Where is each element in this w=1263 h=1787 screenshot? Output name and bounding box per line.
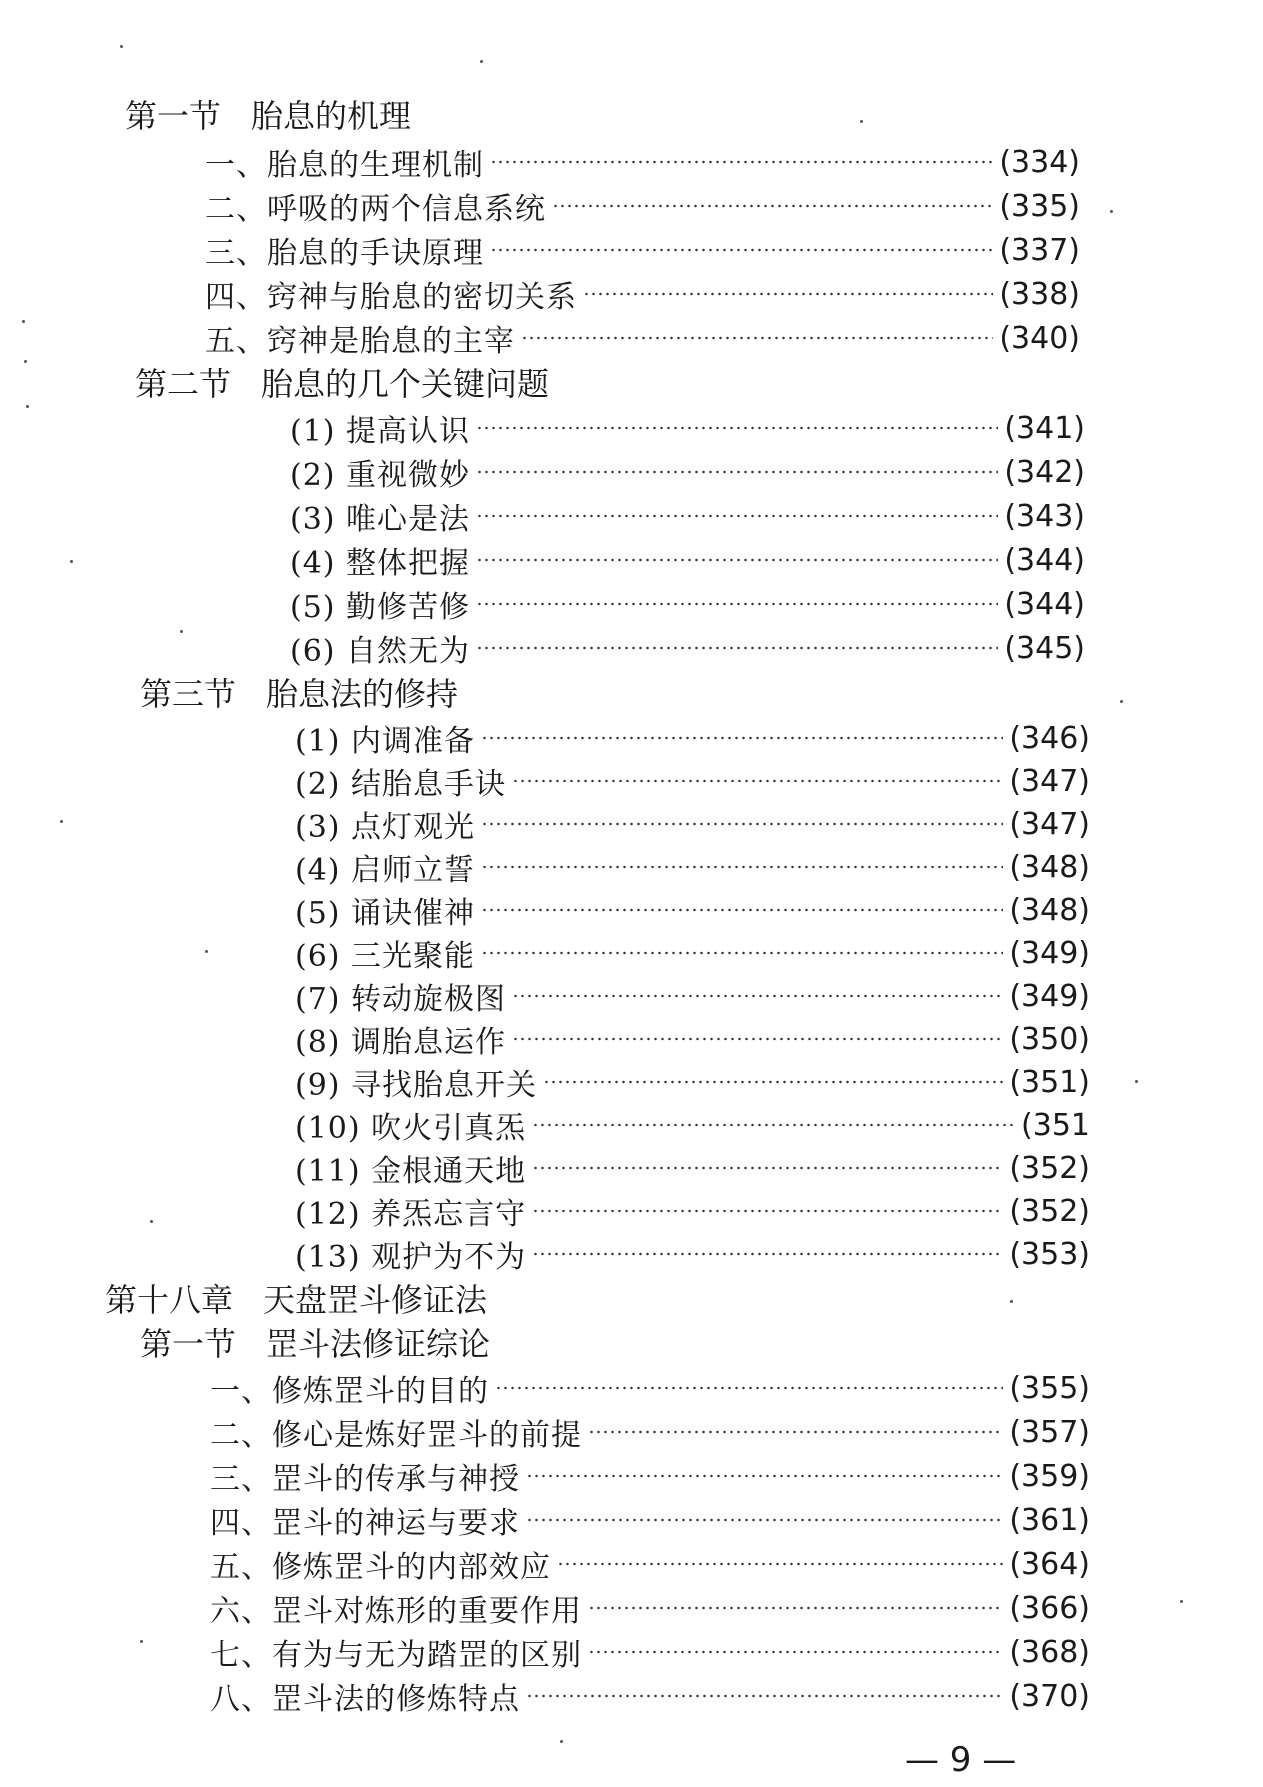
- dot-leader: [552, 204, 993, 208]
- entry-label: (3) 点灯观光: [295, 810, 476, 845]
- toc-entry: [205, 272, 1080, 316]
- toc-entry: [290, 450, 1085, 494]
- toc-heading: [135, 360, 549, 404]
- dot-leader: [476, 602, 998, 606]
- dot-leader: [532, 1123, 1015, 1127]
- dot-leader: [526, 1474, 1003, 1478]
- dot-leader: [526, 1518, 1003, 1522]
- dot-leader: [476, 514, 998, 518]
- toc-entry: [295, 802, 1090, 846]
- dot-leader: [512, 994, 1003, 998]
- entry-page: (351): [1009, 1064, 1090, 1100]
- dot-leader: [481, 908, 1003, 912]
- toc-entry: [205, 228, 1080, 272]
- entry-page: (338): [999, 276, 1080, 312]
- entry-label: (4) 整体把握: [290, 546, 471, 581]
- toc-entry: [205, 316, 1080, 360]
- scan-speck: [560, 1740, 563, 1743]
- entry-label: (5) 勤修苦修: [290, 590, 471, 625]
- entry-page: (334): [999, 144, 1080, 180]
- dot-leader: [476, 426, 998, 430]
- toc-entry: [295, 1103, 1090, 1147]
- entry-label: 二、修心是炼好罡斗的前提: [210, 1418, 582, 1453]
- toc-entry: [290, 494, 1085, 538]
- dot-leader: [532, 1252, 1003, 1256]
- entry-label: (12) 养炁忘言守: [295, 1197, 527, 1232]
- entry-page: (361): [1009, 1502, 1090, 1538]
- toc-entry: [295, 1017, 1090, 1061]
- entry-label: (1) 内调准备: [295, 724, 476, 759]
- dot-leader: [532, 1209, 1003, 1213]
- entry-label: (7) 转动旋极图: [295, 982, 507, 1017]
- entry-page: (352): [1009, 1193, 1090, 1229]
- scan-speck: [26, 405, 29, 408]
- toc-heading: [125, 92, 411, 136]
- entry-page: (346): [1009, 720, 1090, 756]
- entry-page: (345): [1004, 630, 1085, 666]
- entry-page: (352): [1009, 1150, 1090, 1186]
- entry-label: 七、有为与无为踏罡的区别: [210, 1638, 582, 1673]
- entry-page: (343): [1004, 498, 1085, 534]
- heading-number: 第一节: [125, 97, 222, 135]
- scan-speck: [120, 45, 123, 48]
- dot-leader: [490, 160, 993, 164]
- dot-leader: [588, 1650, 1003, 1654]
- dot-leader: [512, 1037, 1003, 1041]
- scan-speck: [24, 360, 27, 363]
- scan-speck: [1180, 1600, 1183, 1603]
- entry-label: (5) 诵诀催神: [295, 896, 476, 931]
- heading-number: 第二节: [135, 365, 232, 403]
- entry-label: 一、修炼罡斗的目的: [210, 1374, 489, 1409]
- dot-leader: [476, 470, 998, 474]
- entry-label: 五、窍神是胎息的主宰: [205, 324, 515, 359]
- dot-leader: [532, 1166, 1003, 1170]
- dot-leader: [557, 1562, 1003, 1566]
- entry-page: (344): [1004, 542, 1085, 578]
- entry-label: 八、罡斗法的修炼特点: [210, 1682, 520, 1717]
- entry-label: 四、罡斗的神运与要求: [210, 1506, 520, 1541]
- entry-page: (353): [1009, 1236, 1090, 1272]
- heading-number: 第三节: [140, 675, 237, 713]
- heading-title: 天盘罡斗修证法: [263, 1281, 488, 1319]
- toc-entry: [210, 1586, 1090, 1630]
- entry-page: (342): [1004, 454, 1085, 490]
- toc-entry: [295, 759, 1090, 803]
- toc-entry: [295, 1146, 1090, 1190]
- entry-label: (10) 吹火引真炁: [295, 1111, 527, 1146]
- toc-entry: [295, 845, 1090, 889]
- entry-page: (349): [1009, 935, 1090, 971]
- entry-label: (8) 调胎息运作: [295, 1025, 507, 1060]
- entry-page: (335): [999, 188, 1080, 224]
- dot-leader: [481, 822, 1003, 826]
- entry-page: (348): [1009, 849, 1090, 885]
- toc-entry: [210, 1630, 1090, 1674]
- toc-heading: [140, 1320, 490, 1364]
- heading-title: 胎息的机理: [251, 97, 412, 135]
- dot-leader: [495, 1386, 1003, 1390]
- toc-entry: [295, 1189, 1090, 1233]
- dot-leader: [481, 736, 1003, 740]
- scan-speck: [205, 950, 208, 953]
- heading-number: 第一节: [140, 1325, 237, 1363]
- toc-entry: [290, 582, 1085, 626]
- entry-page: (347): [1009, 806, 1090, 842]
- heading-title: 胎息的几个关键问题: [261, 365, 550, 403]
- entry-label: (2) 重视微妙: [290, 458, 471, 493]
- dot-leader: [481, 865, 1003, 869]
- toc-entry: [210, 1674, 1090, 1718]
- scan-speck: [150, 1220, 153, 1223]
- heading-title: 罡斗法修证综论: [266, 1325, 491, 1363]
- entry-page: (341): [1004, 410, 1085, 446]
- scan-speck: [180, 630, 183, 633]
- entry-page: (351: [1021, 1107, 1090, 1143]
- toc-entry: [295, 1060, 1090, 1104]
- entry-page: (340): [999, 320, 1080, 356]
- toc-entry: [210, 1454, 1090, 1498]
- scan-speck: [1135, 1080, 1138, 1083]
- scan-speck: [70, 560, 73, 563]
- toc-entry: [295, 716, 1090, 760]
- entry-page: (349): [1009, 978, 1090, 1014]
- scan-speck: [60, 820, 63, 823]
- entry-page: (347): [1009, 763, 1090, 799]
- scan-speck: [480, 60, 483, 63]
- entry-label: (6) 自然无为: [290, 634, 471, 669]
- toc-entry: [210, 1410, 1090, 1454]
- toc-chapter-heading: [105, 1276, 487, 1320]
- entry-label: (6) 三光聚能: [295, 939, 476, 974]
- scan-speck: [860, 120, 863, 123]
- entry-label: 三、罡斗的传承与神授: [210, 1462, 520, 1497]
- entry-page: (357): [1009, 1414, 1090, 1450]
- entry-label: (11) 金根通天地: [295, 1154, 527, 1189]
- toc-heading: [140, 670, 458, 714]
- dot-leader: [588, 1430, 1003, 1434]
- scan-speck: [22, 320, 25, 323]
- dot-leader: [526, 1694, 1003, 1698]
- heading-number: 第十八章: [105, 1281, 234, 1319]
- entry-page: (370): [1009, 1678, 1090, 1714]
- scan-speck: [1110, 210, 1113, 213]
- toc-entry: [295, 974, 1090, 1018]
- dot-leader: [588, 1606, 1003, 1610]
- dot-leader: [521, 336, 993, 340]
- entry-page: (359): [1009, 1458, 1090, 1494]
- toc-entry: [205, 140, 1080, 184]
- entry-page: (364): [1009, 1546, 1090, 1582]
- entry-page: (348): [1009, 892, 1090, 928]
- entry-page: (350): [1009, 1021, 1090, 1057]
- toc-entry: [290, 626, 1085, 670]
- toc-entry: [295, 1232, 1090, 1276]
- dot-leader: [476, 558, 998, 562]
- page-number: — 9 —: [905, 1740, 1017, 1780]
- entry-label: 六、罡斗对炼形的重要作用: [210, 1594, 582, 1629]
- entry-page: (344): [1004, 586, 1085, 622]
- dot-leader: [543, 1080, 1003, 1084]
- entry-page: (366): [1009, 1590, 1090, 1626]
- toc-entry: [210, 1498, 1090, 1542]
- scan-speck: [1010, 1300, 1013, 1303]
- entry-label: 二、呼吸的两个信息系统: [205, 192, 546, 227]
- dot-leader: [583, 292, 993, 296]
- entry-label: 一、胎息的生理机制: [205, 148, 484, 183]
- entry-label: (13) 观护为不为: [295, 1240, 527, 1275]
- entry-label: (3) 唯心是法: [290, 502, 471, 537]
- entry-label: (4) 启师立誓: [295, 853, 476, 888]
- toc-entry: [210, 1542, 1090, 1586]
- toc-entry: [295, 931, 1090, 975]
- dot-leader: [512, 779, 1003, 783]
- dot-leader: [481, 951, 1003, 955]
- entry-label: 四、窍神与胎息的密切关系: [205, 280, 577, 315]
- dot-leader: [490, 248, 993, 252]
- entry-page: (337): [999, 232, 1080, 268]
- toc-entry: [290, 538, 1085, 582]
- toc-entry: [290, 406, 1085, 450]
- scan-speck: [140, 1640, 143, 1643]
- scan-speck: [1120, 700, 1123, 703]
- entry-label: (2) 结胎息手诀: [295, 767, 507, 802]
- entry-page: (368): [1009, 1634, 1090, 1670]
- toc-entry: [210, 1366, 1090, 1410]
- entry-page: (355): [1009, 1370, 1090, 1406]
- entry-label: 三、胎息的手诀原理: [205, 236, 484, 271]
- heading-title: 胎息法的修持: [266, 675, 459, 713]
- toc-entry: [205, 184, 1080, 228]
- toc-entry: [295, 888, 1090, 932]
- entry-label: 五、修炼罡斗的内部效应: [210, 1550, 551, 1585]
- dot-leader: [476, 646, 998, 650]
- entry-label: (1) 提高认识: [290, 414, 471, 449]
- entry-label: (9) 寻找胎息开关: [295, 1068, 538, 1103]
